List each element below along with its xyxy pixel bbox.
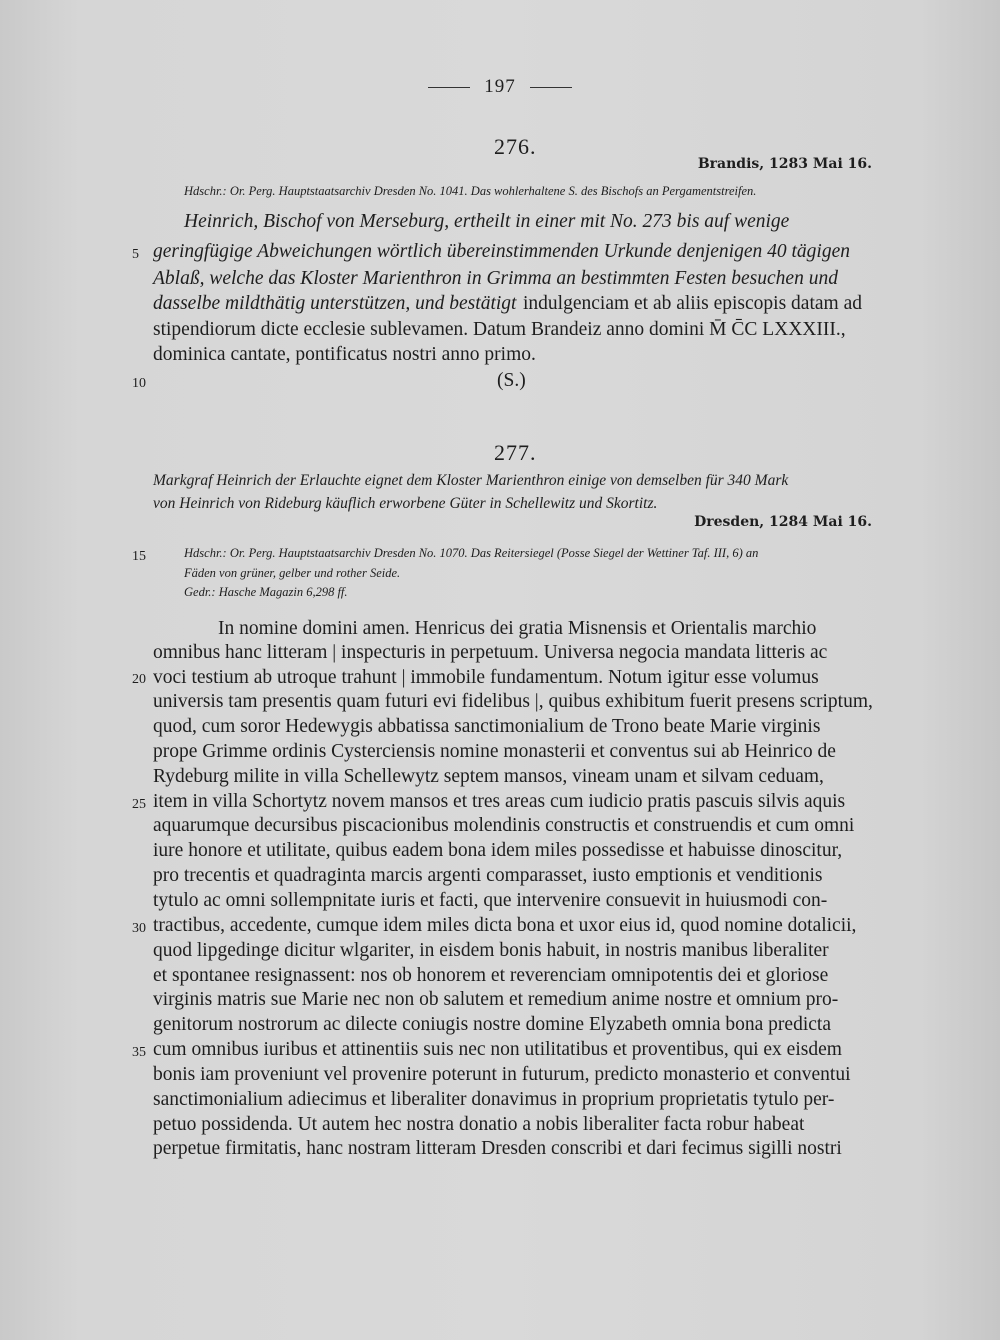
source-note-276: Hdschr.: Or. Perg. Hauptstaatsarchiv Dresden No. 1041. Das wohlerhaltene S. des Bischofs an Pergamentstreifen. bbox=[184, 184, 757, 198]
text-277-line: voci testium ab utroque trahunt | immobile fundamentum. Notum igitur esse volumus bbox=[153, 667, 819, 688]
text-277-line: aquarumque decursibus piscacionibus molendinis constructis et construendis et cum omni bbox=[153, 815, 855, 836]
line-number: 20 bbox=[132, 672, 146, 687]
seal-mark-276: (S.) bbox=[497, 370, 526, 391]
text-277-line: cum omnibus iuribus et attinentiis suis nec non utilitatibus et proventibus, qui ex eisdem bbox=[153, 1039, 842, 1060]
text-277-line: item in villa Schortytz novem mansos et tres areas cum iudicio pratis pascuis silvis aquis bbox=[153, 791, 846, 812]
line-number: 30 bbox=[132, 921, 146, 936]
source-note-277: Fäden von grüner, gelber und rother Seide. bbox=[184, 566, 401, 580]
text-277-line: tytulo ac omni sollempnitate iuris et facti, que intervenire consuevit in huiusmodi con- bbox=[153, 890, 828, 911]
regest-276-line: geringfügige Abweichungen wörtlich übereinstimmenden Urkunde denjenigen 40 tägigen bbox=[153, 241, 850, 262]
header-rule-right bbox=[530, 87, 572, 88]
regest-277-line: Markgraf Heinrich der Erlauchte eignet dem Kloster Marienthron einige von demselben für 340 Mark bbox=[153, 472, 789, 489]
regest-276-line: Heinrich, Bischof von Merseburg, ertheilt in einer mit No. 273 bis auf wenige bbox=[184, 211, 790, 232]
regest-276-line: Ablaß, welche das Kloster Marienthron in Grimma an bestimmten Festen besuchen und bbox=[153, 268, 838, 289]
text-277-line: In nomine domini amen. Henricus dei gratia Misnensis et Orientalis marchio bbox=[218, 618, 817, 639]
text-277-line: universis tam presentis quam futuri evi fidelibus |, quibus exhibitum fuerit presens scriptum, bbox=[153, 691, 873, 712]
line-number: 10 bbox=[132, 376, 146, 391]
source-note-277: Hdschr.: Or. Perg. Hauptstaatsarchiv Dresden No. 1070. Das Reitersiegel (Posse Siegel der Wettiner Taf. III, 6) an bbox=[184, 546, 759, 560]
line-number: 15 bbox=[132, 549, 146, 564]
text-277-line: genitorum nostrorum ac dilecte coniugis nostre domine Elyzabeth omnia bona predicta bbox=[153, 1014, 831, 1035]
page-number: 197 bbox=[484, 76, 516, 97]
text-277-line: bonis iam proveniunt vel provenire poterunt in futurum, predicto monasterio et conventui bbox=[153, 1064, 851, 1085]
page-header bbox=[0, 76, 1000, 98]
line-number: 25 bbox=[132, 797, 146, 812]
text-276-line: stipendiorum dicte ecclesie sublevamen. Datum Brandeiz anno domini M̄ C̄C LXXXIII., bbox=[153, 319, 846, 340]
header-rule-left bbox=[428, 87, 470, 88]
text-277-line: pro trecentis et quadraginta marcis argenti comparasset, iusto emptionis et venditionis bbox=[153, 865, 823, 886]
place-date-277: Dresden, 1284 Mai 16. bbox=[694, 514, 872, 530]
text-276-line: indulgenciam et ab aliis episcopis datam ad bbox=[523, 293, 862, 314]
text-277-line: tractibus, accedente, cumque idem miles dicta bona et uxor eius id, quod nomine dotalicii, bbox=[153, 915, 857, 936]
text-277-line: sanctimonialium adiecimus et liberaliter donavimus in proprium proprietatis tytulo per- bbox=[153, 1089, 835, 1110]
line-number: 5 bbox=[132, 247, 139, 262]
text-277-line: virginis matris sue Marie nec non ob salutem et remedium anime nostre et omnium pro- bbox=[153, 989, 839, 1010]
document-number-277: 277. bbox=[494, 440, 537, 465]
text-277-line: iure honore et utilitate, quibus eadem bona idem miles possedisse et habuisse dinoscitur, bbox=[153, 840, 843, 861]
text-277-line: omnibus hanc litteram | inspecturis in perpetuum. Universa negocia mandata litteris ac bbox=[153, 642, 828, 663]
text-277-line: quod lipgedinge dicitur wlgariter, in eisdem bonis habuit, in nostris manibus liberaliter bbox=[153, 940, 829, 961]
text-276-line: dominica cantate, pontificatus nostri anno primo. bbox=[153, 344, 536, 365]
line-number: 35 bbox=[132, 1045, 146, 1060]
text-277-line: prope Grimme ordinis Cysterciensis nomine monasterii et conventus sui ab Heinrico de bbox=[153, 741, 836, 762]
source-note-277: Gedr.: Hasche Magazin 6,298 ff. bbox=[184, 585, 348, 599]
text-277-line: perpetue firmitatis, hanc nostram litteram Dresden conscribi et dari fecimus sigilli nostri bbox=[153, 1138, 842, 1159]
text-277-line: et spontanee resignassent: nos ob honorem et reverenciam omnipotentis dei et gloriose bbox=[153, 965, 829, 986]
place-date-276: Brandis, 1283 Mai 16. bbox=[697, 156, 872, 172]
text-277-line: quod, cum soror Hedewygis abbatissa sanctimonialium de Trono beate Marie virginis bbox=[153, 716, 821, 737]
document-number-276: 276. bbox=[494, 134, 537, 159]
regest-277-line: von Heinrich von Rideburg käuflich erworbene Güter in Schellewitz und Skortitz. bbox=[153, 495, 658, 512]
regest-276-line: dasselbe mildthätig unterstützen, und bestätigt bbox=[153, 293, 517, 314]
text-277-line: Rydeburg milite in villa Schellewytz septem mansos, vineam unam et silvam ceduam, bbox=[153, 766, 824, 787]
text-277-line: petuo possidenda. Ut autem hec nostra donatio a nobis liberaliter facta robur habeat bbox=[153, 1114, 805, 1135]
